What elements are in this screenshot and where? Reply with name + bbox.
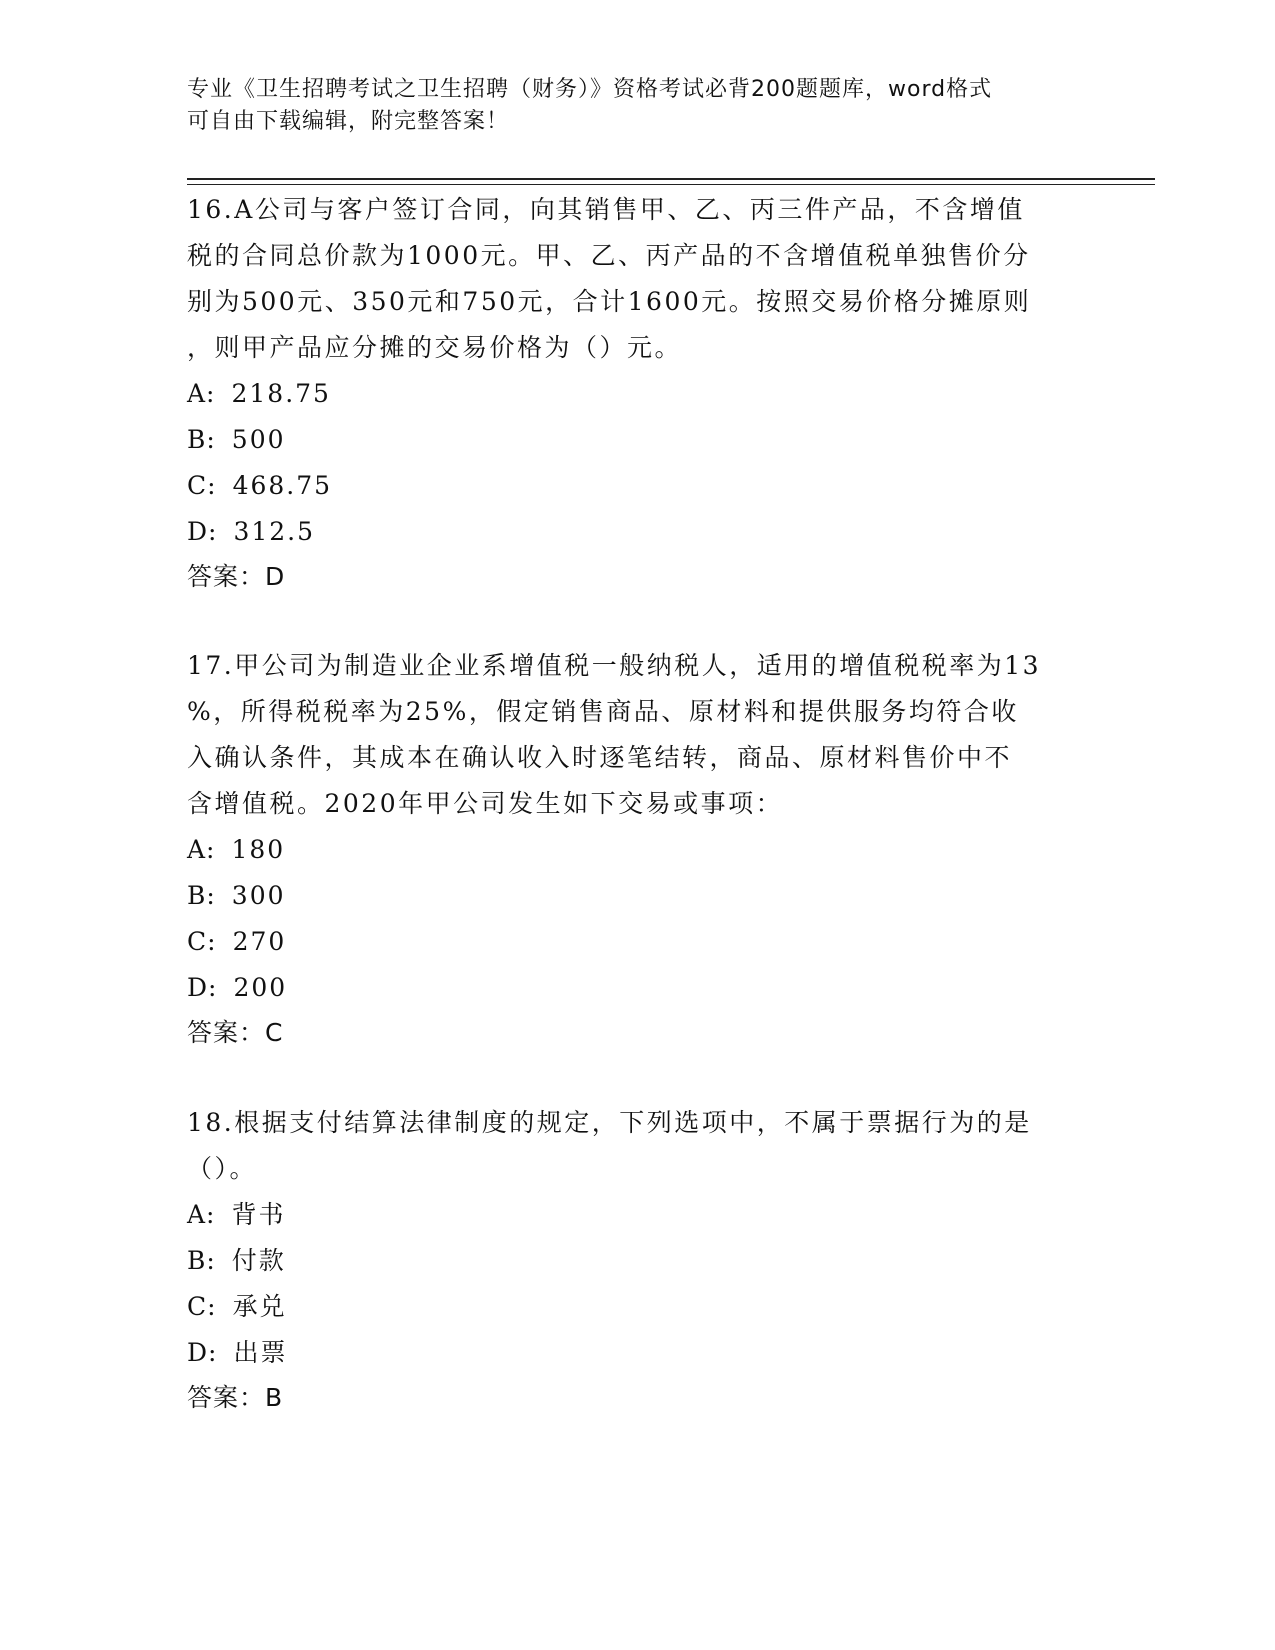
header-line: 可自由下载编辑，附完整答案！: [187, 109, 510, 134]
option-label: A:: [187, 835, 216, 864]
option-c: [187, 919, 1087, 965]
option-value: 付款: [231, 1246, 286, 1275]
question-18: [187, 1100, 1087, 1420]
header-divider: [187, 178, 1155, 185]
answer-line: 答案：B: [187, 1383, 284, 1412]
option-label: B:: [187, 1246, 216, 1275]
stem-line: 税的合同总价款为1000元。甲、乙、丙产品的不含增值税单独售价分: [187, 241, 1031, 270]
option-d: [187, 1330, 1087, 1376]
stem-line: 别为500元、350元和750元，合计1600元。按照交易价格分摊原则: [187, 287, 1032, 316]
option-label: A:: [187, 379, 216, 408]
option-label: C:: [187, 471, 217, 500]
option-value: 468.75: [232, 471, 333, 500]
option-label: C:: [187, 1292, 217, 1321]
option-d: [187, 965, 1087, 1011]
question-stem: [187, 1100, 1087, 1192]
option-a: [187, 371, 1087, 417]
question-17: [187, 643, 1087, 1055]
stem-line: 16.A公司与客户签订合同，向其销售甲、乙、丙三件产品，不含增值: [187, 195, 1025, 224]
stem-line: 18.根据支付结算法律制度的规定，下列选项中，不属于票据行为的是: [187, 1108, 1032, 1137]
stem-line: ，则甲产品应分摊的交易价格为（）元。: [187, 333, 683, 362]
option-value: 300: [231, 881, 286, 910]
option-value: 承兑: [232, 1292, 287, 1321]
option-value: 背书: [231, 1200, 286, 1229]
option-label: A:: [187, 1200, 216, 1229]
option-b: [187, 873, 1087, 919]
question-stem: [187, 643, 1087, 827]
answer-line: 答案：D: [187, 562, 286, 591]
stem-line: 17.甲公司为制造业企业系增值税一般纳税人，适用的增值税税率为13: [187, 651, 1042, 680]
stem-line: 入确认条件，其成本在确认收入时逐笔结转，商品、原材料售价中不: [187, 743, 1013, 772]
option-d: [187, 509, 1087, 555]
option-a: [187, 1192, 1087, 1238]
option-label: D:: [187, 973, 218, 1002]
stem-line: （）。: [187, 1154, 258, 1183]
question-16: [187, 187, 1087, 599]
option-a: [187, 827, 1087, 873]
stem-line: %，所得税税率为25%，假定销售商品、原材料和提供服务均符合收: [187, 697, 1019, 726]
option-b: [187, 417, 1087, 463]
option-value: 180: [231, 835, 286, 864]
stem-line: 含增值税。2020年甲公司发生如下交易或事项：: [187, 789, 784, 818]
option-value: 出票: [233, 1338, 288, 1367]
answer-line: 答案：C: [187, 1018, 284, 1047]
option-label: B:: [187, 881, 216, 910]
option-label: C:: [187, 927, 217, 956]
option-value: 500: [231, 425, 286, 454]
option-label: B:: [187, 425, 216, 454]
header-line: 专业《卫生招聘考试之卫生招聘（财务）》资格考试必背200题题库，word格式: [187, 77, 993, 102]
option-value: 312.5: [233, 517, 316, 546]
question-stem: [187, 187, 1087, 371]
document-header: [187, 74, 1067, 138]
option-value: 200: [233, 973, 288, 1002]
option-b: [187, 1238, 1087, 1284]
option-value: 218.75: [231, 379, 331, 408]
option-c: [187, 463, 1087, 509]
option-label: D:: [187, 1338, 218, 1367]
option-value: 270: [232, 927, 287, 956]
option-label: D:: [187, 517, 218, 546]
option-c: [187, 1284, 1087, 1330]
